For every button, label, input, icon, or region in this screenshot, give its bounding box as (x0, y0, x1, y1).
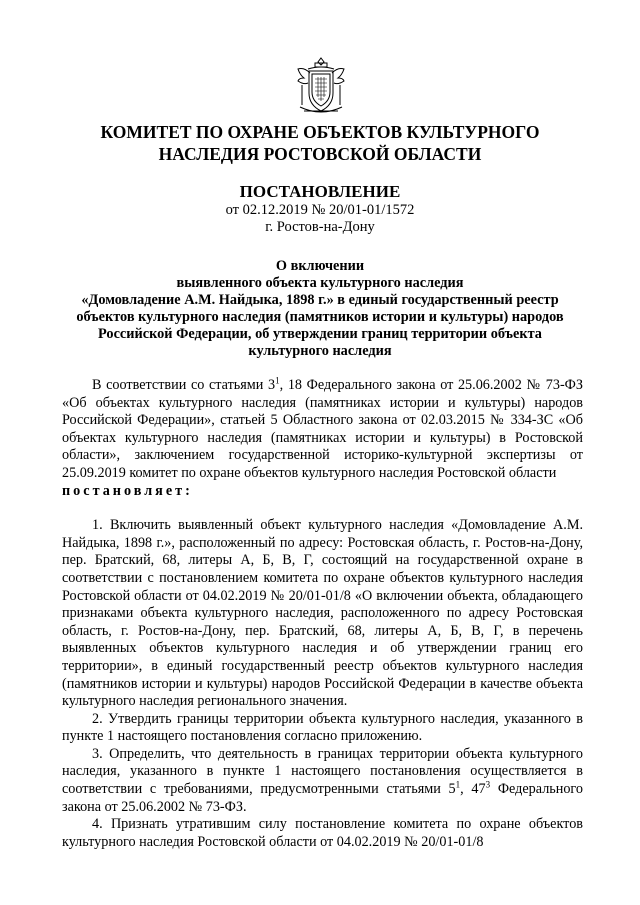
document-body (62, 377, 583, 851)
document-subject (40, 258, 600, 360)
subject-line: «Домовладение А.М. Найдыка, 1898 г.» в единый государственный реестр (81, 292, 559, 308)
footnote-superscript: 1 (275, 375, 280, 386)
item-3-text: Федерального закона от 25.06.2002 № 73-ФЗ. (62, 781, 583, 815)
resolves-line (62, 483, 583, 501)
subject-line: О включении (275, 258, 365, 274)
item-3-text: , 47 (460, 781, 486, 798)
item-3-text: 3. Определить, что деятельность в границах территории объекта культурного наследия, указанного в пункте 1 настоящего постановления осуществляется в соответствии с требованиями, предусмотренными статьями 5 (62, 745, 583, 798)
footnote-superscript: 3 (485, 779, 491, 790)
resolves-word: постановляет: (62, 482, 193, 499)
date-number: от 02.12.2019 № 20/01-01/1572 (225, 202, 415, 218)
document-meta (40, 202, 600, 236)
document-type: ПОСТАНОВЛЕНИЕ (239, 182, 401, 201)
item-1: 1. Включить выявленный объект культурного наследия «Домовладение А.М. Найдыка, 1898 г.», расположенный по адресу: Ростовская область, г. Ростов-на-Дону, пер. Братский, 68, литеры А, Б, В, Г, состоящий на государственной охране в соответствии с постановлением комитета по охране объектов культурного наследия Ростовской области от 04.02.2019 № 20/01-01/8 «О включении объекта, обладающего признаками объекта культурного наследия, расположенного по адресу Ростовская область, г. Ростов-на-Дону, пер. Братский, 68, литеры А, Б, В, Г, в перечень выявленных объектов культурного наследия и об утверждении границ его территории», в единый государственный реестр объектов культурного наследия (памятников истории и культуры) народов Российской Федерации в качестве объекта культурного наследия регионального значения. (62, 517, 583, 710)
footnote-superscript: 1 (455, 779, 461, 790)
spacer (62, 500, 583, 517)
subject-line: Российской Федерации, об утверждении границ территории объекта (98, 326, 542, 342)
coat-of-arms-icon (296, 55, 346, 117)
preamble-text: , 18 Федерального закона от 25.06.2002 № 73-ФЗ «Об объектах культурного наследия (памятниках истории и культуры) народов Российской Федерации», статьей 5 Областного закона от 02.03.2015 № 334-ЗС «Об объектах культурного наследия (памятниках истории и культуры) в Ростовской области», заключением государственной историко-культурной экспертизы от 25.09.2019 комитет по охране объектов культурного наследия Ростовской области (62, 377, 584, 481)
item-3 (62, 746, 583, 816)
committee-name (40, 121, 600, 165)
item-4: 4. Признать утратившим силу постановление комитета по охране объектов культурного наследия Ростовской области от 04.02.2019 № 20/01-01/8 (62, 816, 583, 850)
city: г. Ростов-на-Дону (265, 219, 375, 235)
subject-line: культурного наследия (248, 343, 392, 359)
committee-line-1: КОМИТЕТ ПО ОХРАНЕ ОБЪЕКТОВ КУЛЬТУРНОГО (100, 122, 540, 142)
subject-line: выявленного объекта культурного наследия (176, 275, 464, 291)
subject-line: объектов культурного наследия (памятников истории и культуры) народов (76, 309, 564, 325)
preamble-text: В соответствии со статьями 3 (92, 377, 276, 393)
item-2: 2. Утвердить границы территории объекта культурного наследия, указанного в пункте 1 настоящего постановления согласно приложению. (62, 710, 583, 745)
committee-line-2: НАСЛЕДИЯ РОСТОВСКОЙ ОБЛАСТИ (158, 144, 482, 164)
preamble-paragraph (62, 377, 583, 483)
